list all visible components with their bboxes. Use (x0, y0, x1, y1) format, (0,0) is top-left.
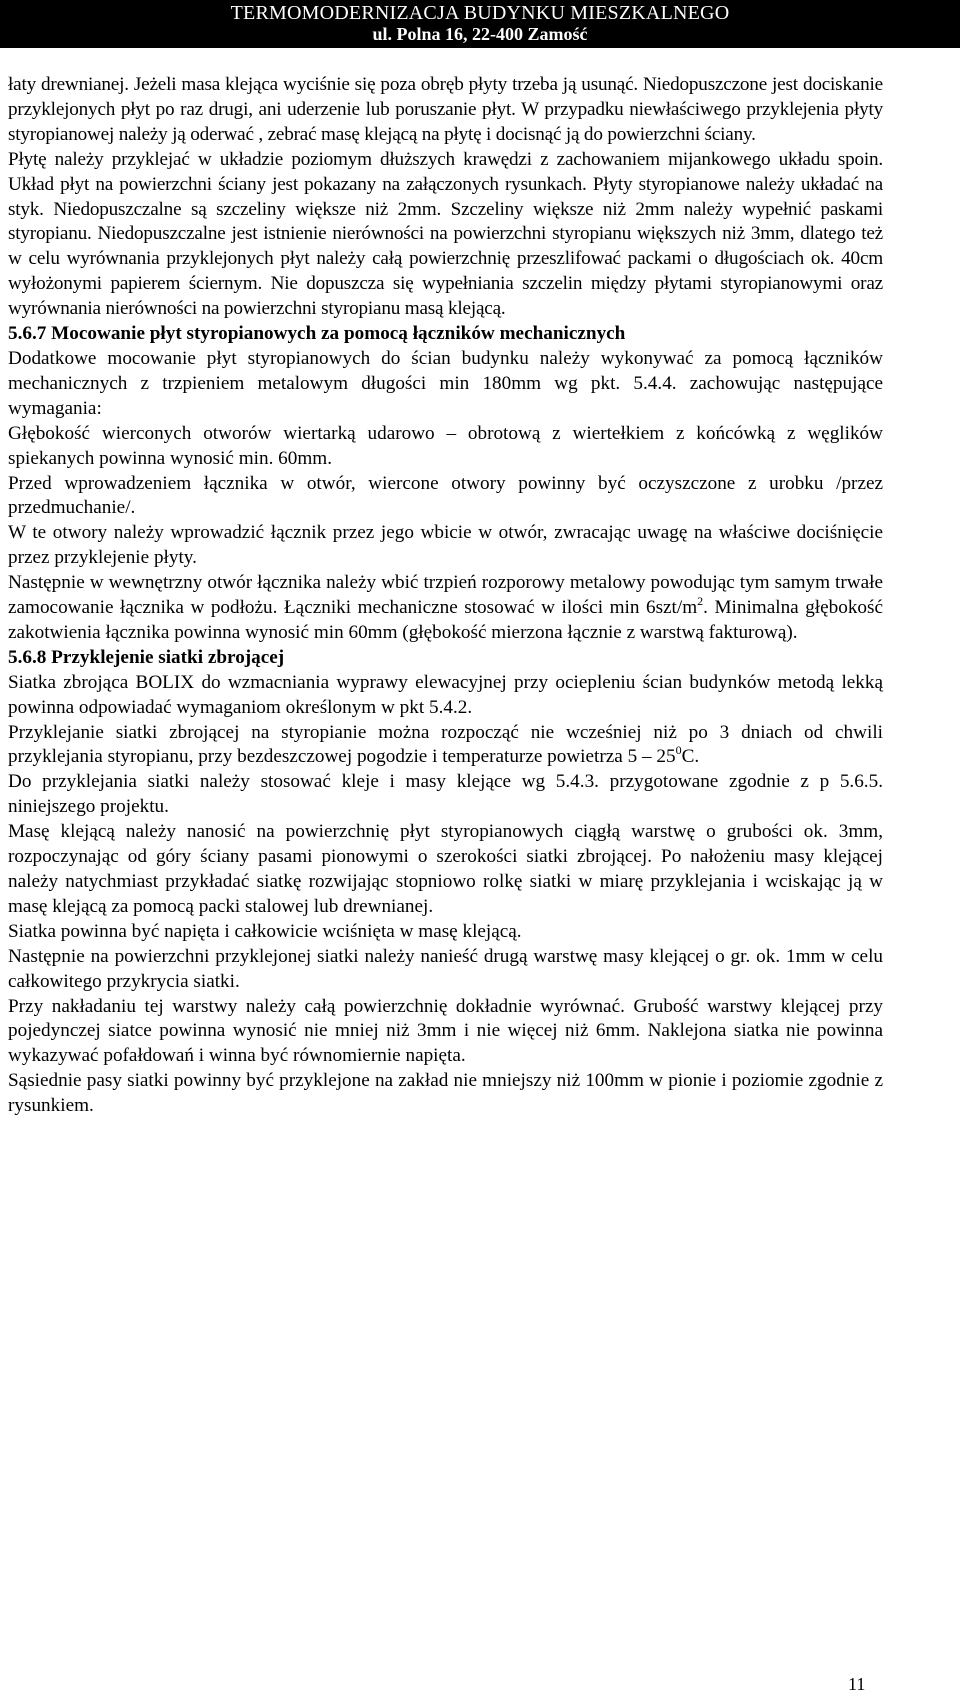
paragraph (8, 721, 883, 771)
paragraph: Przed wprowadzeniem łącznika w otwór, wiercone otwory powinny być oczyszczone z urobku /przez przedmuchanie/. (8, 472, 883, 519)
paragraph: Przy nakładaniu tej warstwy należy całą powierzchnię dokładnie wyrównać. Grubość warstwy klejącej przy pojedynczej siatce powinna wynosić nie mniej niż 3mm i nie więcej niż 6mm. Naklejona siatka nie powinna wykazywać pofałdowań i winna być równomiernie napięta. (8, 995, 883, 1067)
text-span: C. (681, 746, 700, 768)
paragraph: Masę klejącą należy nanosić na powierzchnię płyt styropianowych ciągłą warstwę o grubości ok. 3mm, rozpoczynając od góry ściany pasami pionowymi o szerokości siatki zbrojącej. Po nałożeniu masy klejącej należy natychmiast przykładać siatkę rozwijając stopniowo rolkę siatki w miarę przyklejania i wciskając ją w masę klejącą za pomocą packi stalowej lub drewnianej. (8, 821, 883, 917)
section-heading-5-6-8: 5.6.8 Przyklejenie siatki zbrojącej (8, 646, 285, 668)
document-body (8, 73, 883, 1119)
paragraph: Siatka zbrojąca BOLIX do wzmacniania wyprawy elewacyjnej przy ociepleniu ścian budynków metodą lekką powinna odpowiadać wymaganiom określonym w pkt 5.4.2. (8, 671, 883, 718)
paragraph: Płytę należy przyklejać w układzie poziomym dłuższych krawędzi z zachowaniem mijankowego układu spoin. Układ płyt na powierzchni ściany jest pokazany na załączonych rysunkach. Płyty styropianowe należy układać na styk. Niedopuszczalne są szczeliny większe niż 2mm. Szczeliny większe niż 2mm należy wypełnić paskami styropianu. Niedopuszczalne jest istnienie nierówności na powierzchni styropianu większych niż 3mm, dlatego też w celu wyrównania przyklejonych płyt należy całą powierzchnię przeszlifować packami o długościach ok. 40cm wyłożonymi papierem ściernym. Nie dopuszcza się wypełniania szczelin między płytami styropianowymi oraz wyrównania nierówności na powierzchni styropianu masą klejącą. (8, 148, 883, 320)
superscript: 2 (697, 594, 704, 609)
header-title: TERMOMODERNIZACJA BUDYNKU MIESZKALNEGO (230, 2, 730, 24)
section-heading-5-6-7: 5.6.7 Mocowanie płyt styropianowych za pomocą łączników mechanicznych (8, 323, 626, 345)
header-address: ul. Polna 16, 22-400 Zamość (372, 24, 588, 44)
paragraph: Sąsiednie pasy siatki powinny być przyklejone na zakład nie mniejszy niż 100mm w pionie i poziomie zgodnie z rysunkiem. (8, 1070, 883, 1117)
text-span: . Minimalna głębokość zakotwienia łącznika powinna wynosić min 60mm (głębokość mierzona łącznie z warstwą fakturową). (8, 597, 884, 643)
paragraph (8, 571, 883, 646)
paragraph: Głębokość wierconych otworów wiertarką udarowo – obrotową z wiertełkiem z końcówką z węglików spiekanych powinna wynosić min. 60mm. (8, 422, 883, 469)
paragraph: łaty drewnianej. Jeżeli masa klejąca wyciśnie się poza obręb płyty trzeba ją usunąć. Niedopuszczone jest dociskanie przyklejonych płyt po raz drugi, ani uderzenie lub poruszanie płyt. W przypadku niewłaściwego przyklejenia płyty styropianowej należy ją oderwać , zebrać masę klejącą na płytę i docisnąć ją do powierzchni ściany. (8, 74, 883, 145)
paragraph: Do przyklejania siatki należy stosować kleje i masy klejące wg 5.4.3. przygotowane zgodnie z p 5.6.5. niniejszego projektu. (8, 771, 883, 818)
paragraph: Dodatkowe mocowanie płyt styropianowych do ścian budynku należy wykonywać za pomocą łączników mechanicznych z trzpieniem metalowym długości min 180mm wg pkt. 5.4.4. zachowując następujące wymagania: (8, 347, 883, 419)
page-header (0, 0, 960, 48)
paragraph: Siatka powinna być napięta i całkowicie wciśnięta w masę klejącą. (8, 920, 522, 942)
text-span: Przyklejanie siatki zbrojącej na styropianie można rozpocząć nie wcześniej niż po 3 dniach od chwili przyklejania styropianu, przy bezdeszczowej pogodzie i temperaturze powietrza 5 – 25 (8, 721, 883, 768)
paragraph: Następnie na powierzchni przyklejonej siatki należy nanieść drugą warstwę masy klejącej o gr. ok. 1mm w celu całkowitego przykrycia siatki. (8, 945, 883, 992)
text-span: Następnie w wewnętrzny otwór łącznika należy wbić trzpień rozporowy metalowy powodując tym samym trwałe zamocowanie łącznika w podłożu. Łączniki mechaniczne stosować w ilości min 6szt/m (8, 572, 883, 619)
paragraph: W te otwory należy wprowadzić łącznik przez jego wbicie w otwór, zwracając uwagę na właściwe dociśnięcie przez przyklejenie płyty. (8, 522, 883, 569)
page-number: 11 (848, 1674, 866, 1694)
superscript: 0 (675, 743, 682, 758)
